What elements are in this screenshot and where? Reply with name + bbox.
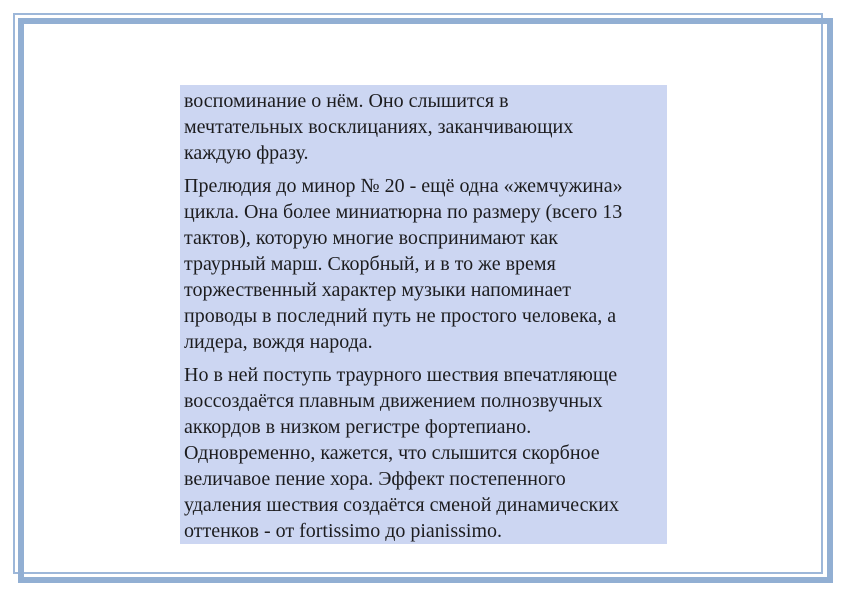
text-line: воссоздаётся плавным движением полнозвучных [184,390,603,412]
text-line: траурный марш. Скорбный, и в то же время [184,253,556,275]
text-line: тактов), которую многие воспринимают как [184,227,558,249]
text-line: лидера, вождя народа. [184,331,373,353]
text-line: проводы в последний путь не простого человека, а [184,305,617,327]
text-block [180,85,667,544]
paragraph-1 [184,88,665,166]
text-line: удаления шествия создаётся сменой динамических [184,494,619,516]
paragraph-3 [184,362,665,544]
text-line: торжественный характер музыки напоминает [184,279,571,301]
text-line: аккордов в низком регистре фортепиано. [184,416,532,438]
text-line: цикла. Она более миниатюрна по размеру (всего 13 [184,201,623,223]
text-line: каждую фразу. [184,142,309,164]
text-line: Но в ней поступь траурного шествия впечатляюще [184,364,618,386]
paragraph-2 [184,173,665,355]
text-line: мечтательных восклицаниях, заканчивающих [184,116,574,138]
text-line: Одновременно, кажется, что слышится скорбное [184,442,600,464]
text-line: оттенков - от fortissimo до pianissimo. [184,520,503,542]
text-line: величавое пение хора. Эффект постепенного [184,468,566,490]
text-line: воспоминание о нём. Оно слышится в [184,90,509,112]
text-line: Прелюдия до минор № 20 - ещё одна «жемчужина» [184,175,623,197]
